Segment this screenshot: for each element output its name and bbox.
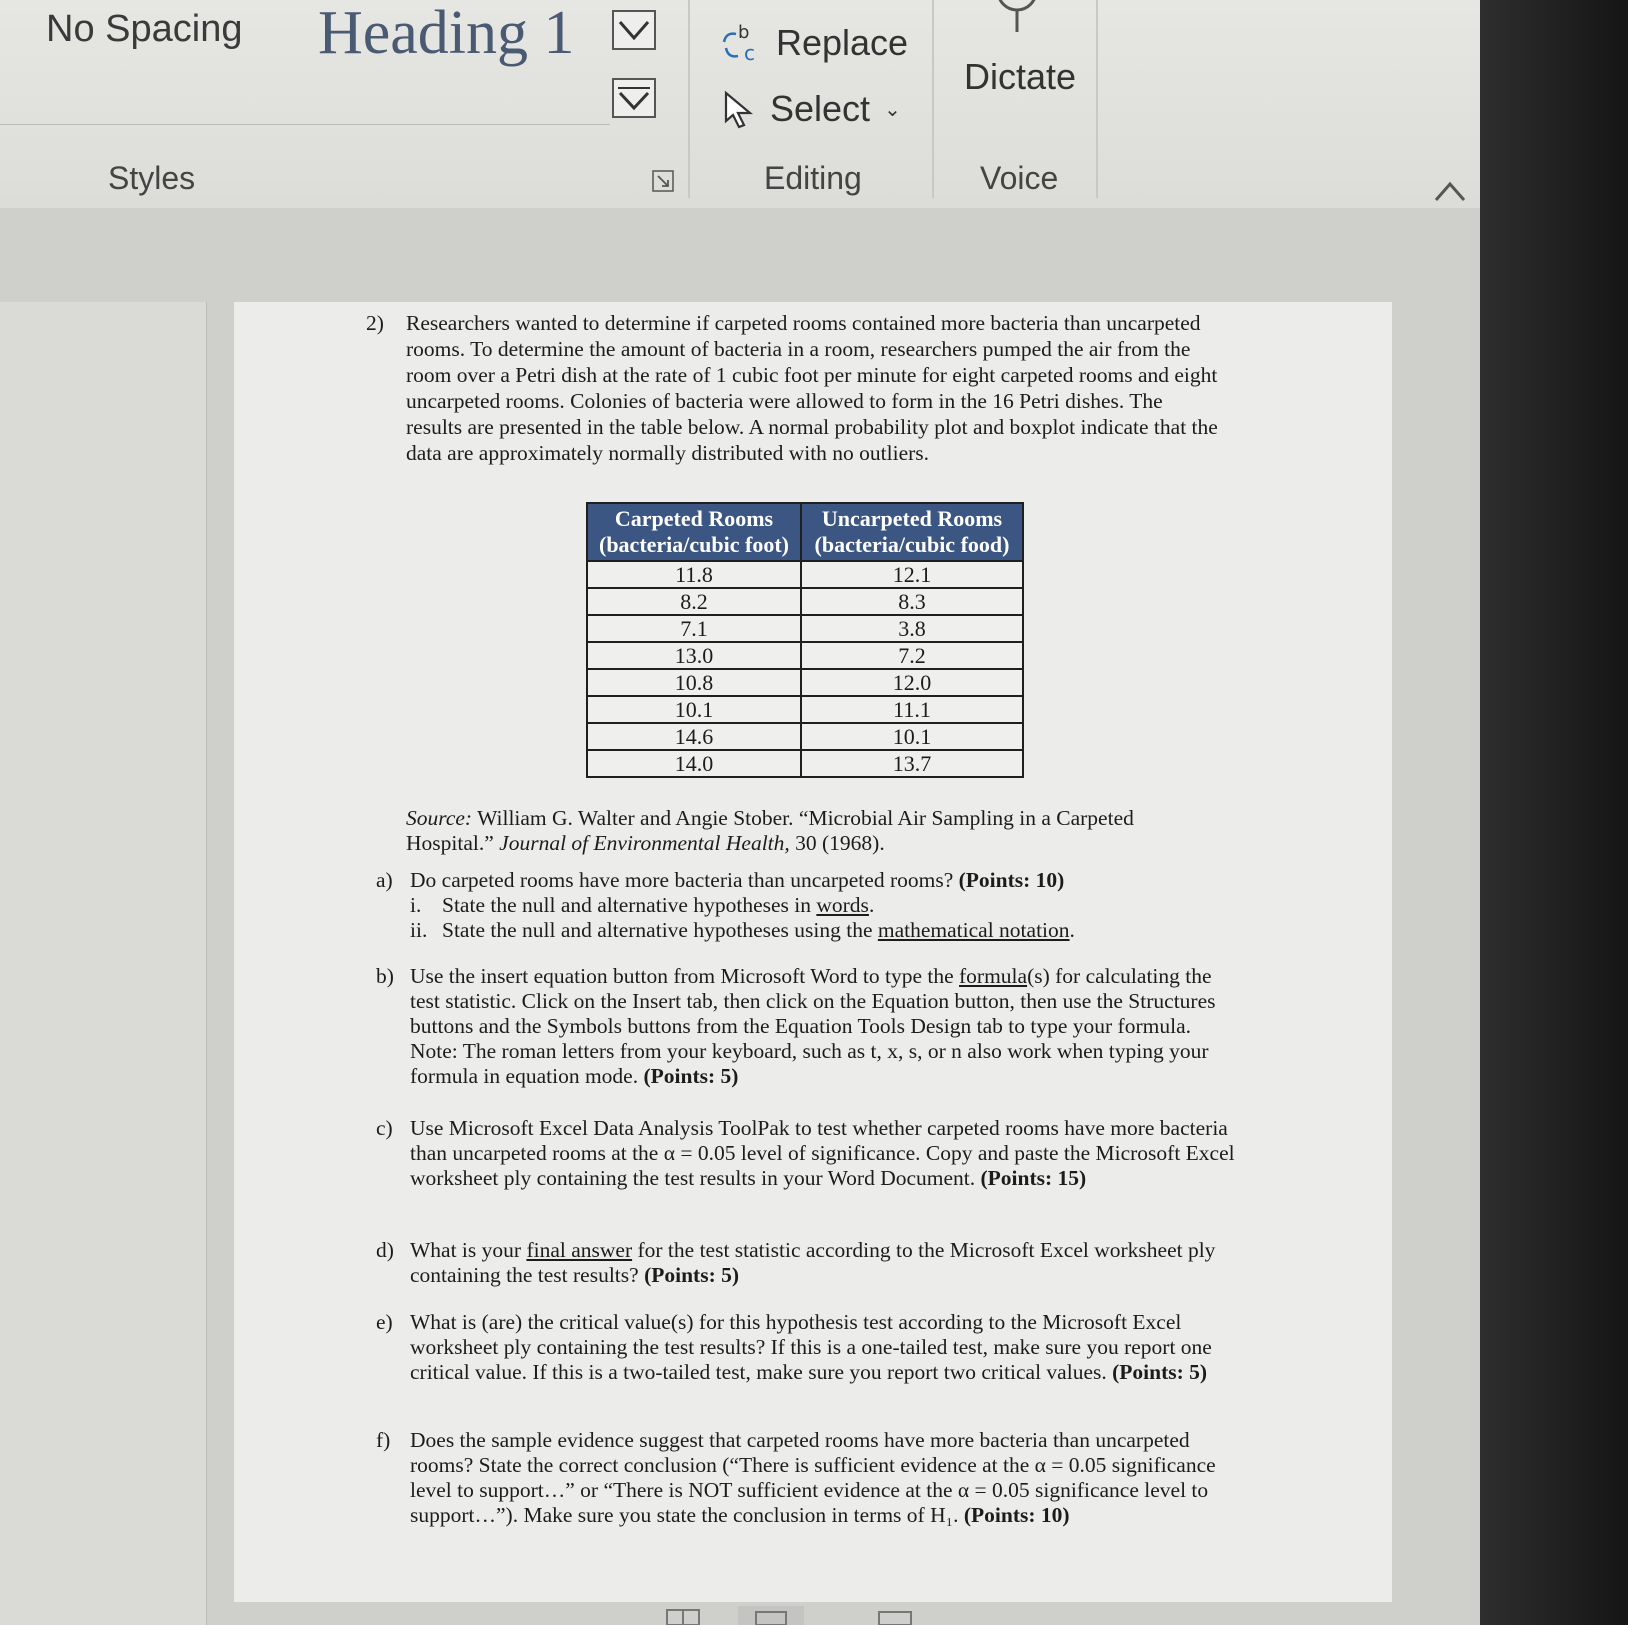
header-uncarpeted-line2: (bacteria/cubic food) [814,532,1010,557]
table-cell: 8.2 [587,588,801,615]
chevron-down-icon [616,85,652,111]
part-b [376,964,1236,1089]
chevron-down-icon [616,18,652,42]
svg-text:c: c [744,41,755,64]
monitor-bezel [1480,0,1628,1625]
header-carpeted [587,503,801,561]
table-cell: 11.8 [587,561,801,588]
table-cell: 10.1 [587,696,801,723]
table-cell: 14.0 [587,750,801,777]
part-f-text: Does the sample evidence suggest that carpeted rooms have more bacteria than uncarpeted rooms? State the correct conclusion (“There is sufficient evidence at the α = 0.05 significance level to support…” or “There is NOT sufficient evidence at the α = 0.05 significance level to support…”). Make sure you state the conclusion in terms of H₁. [410,1428,1216,1527]
part-a [376,868,1236,943]
header-uncarpeted-line1: Uncarpeted Rooms [821,506,1003,531]
part-d-text-rest: for the test statistic according to the Microsoft Excel worksheet ply containing the test results? [410,1238,1216,1287]
table-cell: 10.1 [801,723,1023,750]
part-a-i-underlined: words [816,893,869,917]
table-cell: 13.0 [587,642,801,669]
source-authors: William G. Walter and Angie Stober. “Microbial Air Sampling in a Carpeted Hospital.” [406,806,1134,855]
table-cell: 13.7 [801,750,1023,777]
source-label: Source: [406,806,473,830]
part-d-underlined: final answer [526,1238,633,1262]
source-rest: 30 (1968). [789,831,885,855]
web-layout-icon[interactable] [878,1606,912,1625]
part-a-i [410,893,1236,918]
group-separator [932,0,934,198]
part-a-i-text: State the null and alternative hypotheses in [442,893,817,917]
table-row [587,561,1023,588]
part-d [376,1238,1236,1288]
part-f [376,1428,1236,1528]
svg-text:b: b [738,22,750,43]
points-label: (Points: 10) [958,868,1065,892]
table-cell: 7.1 [587,615,801,642]
table-cell: 7.2 [801,642,1023,669]
table-cell: 8.3 [801,588,1023,615]
style-no-spacing[interactable]: No Spacing [46,8,243,50]
part-a-i-end: . [868,893,875,917]
part-a-ii-underlined: mathematical notation [877,918,1070,942]
table-cell: 12.0 [801,669,1023,696]
points-label: (Points: 10) [963,1503,1070,1527]
points-label: (Points: 5) [1112,1360,1208,1384]
chevron-down-icon: ⌄ [884,98,901,121]
styles-divider [0,124,610,125]
part-letter: d) [376,1238,394,1262]
table-row [587,696,1023,723]
table-row [587,615,1023,642]
document-page [234,302,1392,1602]
part-a-ii-text: State the null and alternative hypotheses using the [442,918,878,942]
navigation-pane [0,302,207,1625]
table-cell: 14.6 [587,723,801,750]
voice-group-label: Voice [980,160,1059,196]
part-b-underlined: formula [959,964,1028,988]
replace-icon [720,22,762,64]
select-label: Select [770,88,871,129]
styles-more-button[interactable] [612,78,656,118]
cursor-arrow-icon [720,89,756,129]
part-letter: f) [376,1428,391,1452]
table-cell: 11.1 [801,696,1023,723]
dialog-launcher-icon[interactable] [652,170,674,192]
editing-group-label: Editing [764,160,862,196]
ribbon [0,0,1480,209]
table-row [587,642,1023,669]
dictate-button[interactable]: Dictate [964,56,1077,97]
style-heading-1[interactable]: Heading 1 [318,0,575,67]
question-2-text: Researchers wanted to determine if carpeted rooms contained more bacteria than uncarpeted rooms. To determine the amount of bacteria in a room, researchers pumped the air from the room over a Petri dish at the rate of 1 cubic foot per minute for eight carpeted rooms and eight uncarpeted rooms. Colonies of bacteria were allowed to form in the 16 Petri dishes. The results are presented in the table below. A normal probability plot and boxplot indicate that the data are approximately normally distributed with no outliers. [406,311,1218,465]
styles-scroll-up-button[interactable] [612,10,656,50]
group-separator [1096,0,1098,198]
part-c [376,1116,1236,1191]
part-a-text: Do carpeted rooms have more bacteria than uncarpeted rooms? [410,868,959,892]
table-cell: 10.8 [587,669,801,696]
styles-group-label: Styles [108,160,196,196]
read-mode-icon[interactable] [666,1606,700,1625]
table-row [587,588,1023,615]
part-e-text: What is (are) the critical value(s) for this hypothesis test according to the Microsoft Excel worksheet ply containing the test results? If this is a one-tailed test, make sure you report one critical value. If this is a two-tailed test, make sure you report two critical values. [410,1310,1212,1384]
part-e [376,1310,1236,1385]
part-letter: a) [376,868,393,892]
header-carpeted-line2: (bacteria/cubic foot) [599,532,789,557]
replace-button[interactable] [720,22,908,64]
header-carpeted-line1: Carpeted Rooms [614,506,774,531]
part-letter: e) [376,1310,393,1334]
microphone-icon[interactable] [990,0,1044,34]
table-row [587,750,1023,777]
table-cell: 12.1 [801,561,1023,588]
table-row [587,723,1023,750]
header-uncarpeted [801,503,1023,561]
table-header-row [587,503,1023,561]
question-2 [368,310,1218,466]
points-label: (Points: 5) [644,1263,740,1287]
roman-numeral: ii. [410,918,428,942]
part-c-text: Use Microsoft Excel Data Analysis ToolPak to test whether carpeted rooms have more bacteria than uncarpeted rooms at the α = 0.05 level of significance. Copy and paste the Microsoft Excel worksheet ply containing the test results in your Word Document. [410,1116,1235,1190]
group-separator [688,0,690,198]
part-letter: b) [376,964,394,988]
print-layout-icon[interactable] [738,1606,804,1625]
part-letter: c) [376,1116,393,1140]
question-number: 2) [366,311,384,335]
table-cell: 3.8 [801,615,1023,642]
points-label: (Points: 15) [980,1166,1087,1190]
roman-numeral: i. [410,893,422,917]
part-a-ii [410,918,1236,943]
table-row [587,669,1023,696]
replace-label: Replace [776,22,909,63]
select-button[interactable] [720,88,901,130]
data-table [586,502,1024,778]
source-citation [406,806,1206,856]
collapse-ribbon-icon[interactable] [1430,176,1470,206]
source-journal: Journal of Environmental Health, [499,831,790,855]
points-label: (Points: 5) [643,1064,739,1088]
part-b-text-rest: (s) for calculating the test statistic. Click on the Insert tab, then click on the Equation button, then use the Structures buttons and the Symbols buttons from the Equation Tools Design tab to type your formula. Note: The roman letters from your keyboard, such as t, x, s, or n also work when typing your formula in equation mode. [410,964,1216,1088]
part-a-ii-end: . [1069,918,1075,942]
part-b-text: Use the insert equation button from Microsoft Word to type the [410,964,960,988]
part-d-text: What is your [410,1238,527,1262]
